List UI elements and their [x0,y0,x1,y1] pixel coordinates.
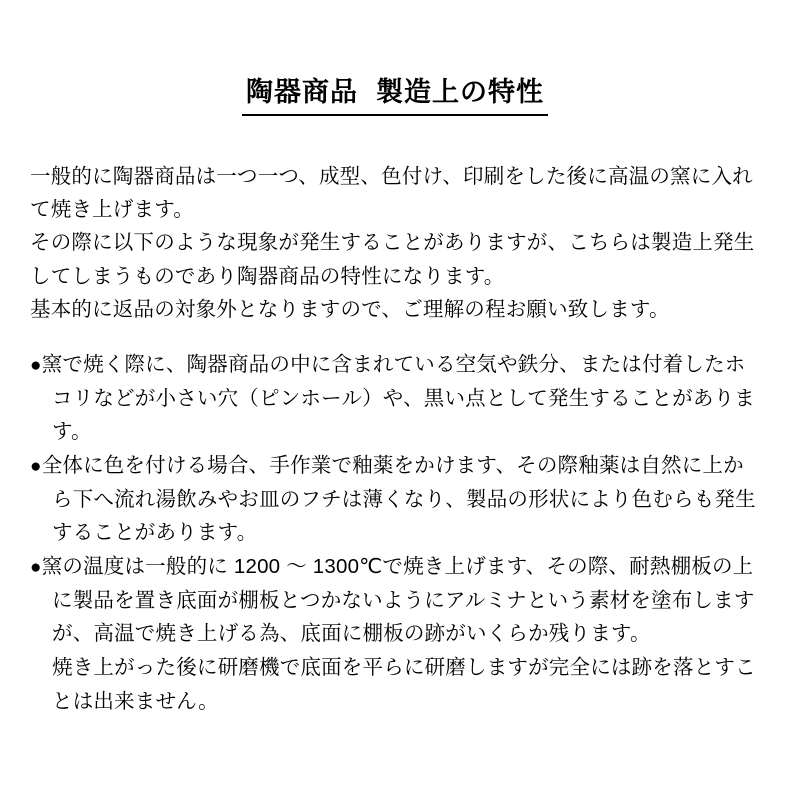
list-item-text: 窯で焼く際に、陶器商品の中に含まれている空気や鉄分、または付着したホコリなどが小さい穴（ピンホール）や、黒い点として発生することがあります。 [41,352,755,443]
page-title-part1: 陶器商品 [246,77,358,108]
intro-paragraph-1: 一般的に陶器商品は一つ一つ、成型、色付け、印刷をした後に高温の窯に入れて焼き上げます。 [30,164,753,222]
list-item [30,550,758,650]
list-item-text: 全体に色を付ける場合、手作業で釉薬をかけます、その際釉薬は自然に上から下へ流れ湯飲みやお皿のフチは薄くなり、製品の形状により色むらも発生することがあります。 [41,454,756,545]
intro-section [24,160,766,326]
bullet-marker-icon: ● [30,456,42,478]
list-item [30,348,758,448]
bullet-list [24,348,766,718]
page-title-part2: 製造上の特性 [376,77,544,108]
intro-paragraph-2: その際に以下のような現象が発生することがありますが、こちらは製造上発生してしまうものであり陶器商品の特性になります。 [30,231,755,288]
closing-paragraph: 焼き上がった後に研磨機で底面を平らに研磨しますが完全には跡を落とすことは出来ません。 [52,656,756,713]
list-item [30,449,758,549]
page-title [242,76,548,116]
section-spacer [24,326,766,348]
page-title-container [24,58,766,134]
intro-paragraph-3: 基本的に返品の対象外となりますので、ご理解の程お願い致します。 [30,297,670,321]
bullet-marker-icon: ● [30,354,42,376]
bullet-marker-icon: ● [30,557,42,579]
list-item-text: 窯の温度は一般的に 1200 ～ 1300℃で焼き上げます、その際、耐熱棚板の上に製品を置き底面が棚板とつかないようにアルミナという素材を塗布しますが、高温で焼き上げる為、底面に棚板の跡がいくらか残ります。 [41,555,755,646]
